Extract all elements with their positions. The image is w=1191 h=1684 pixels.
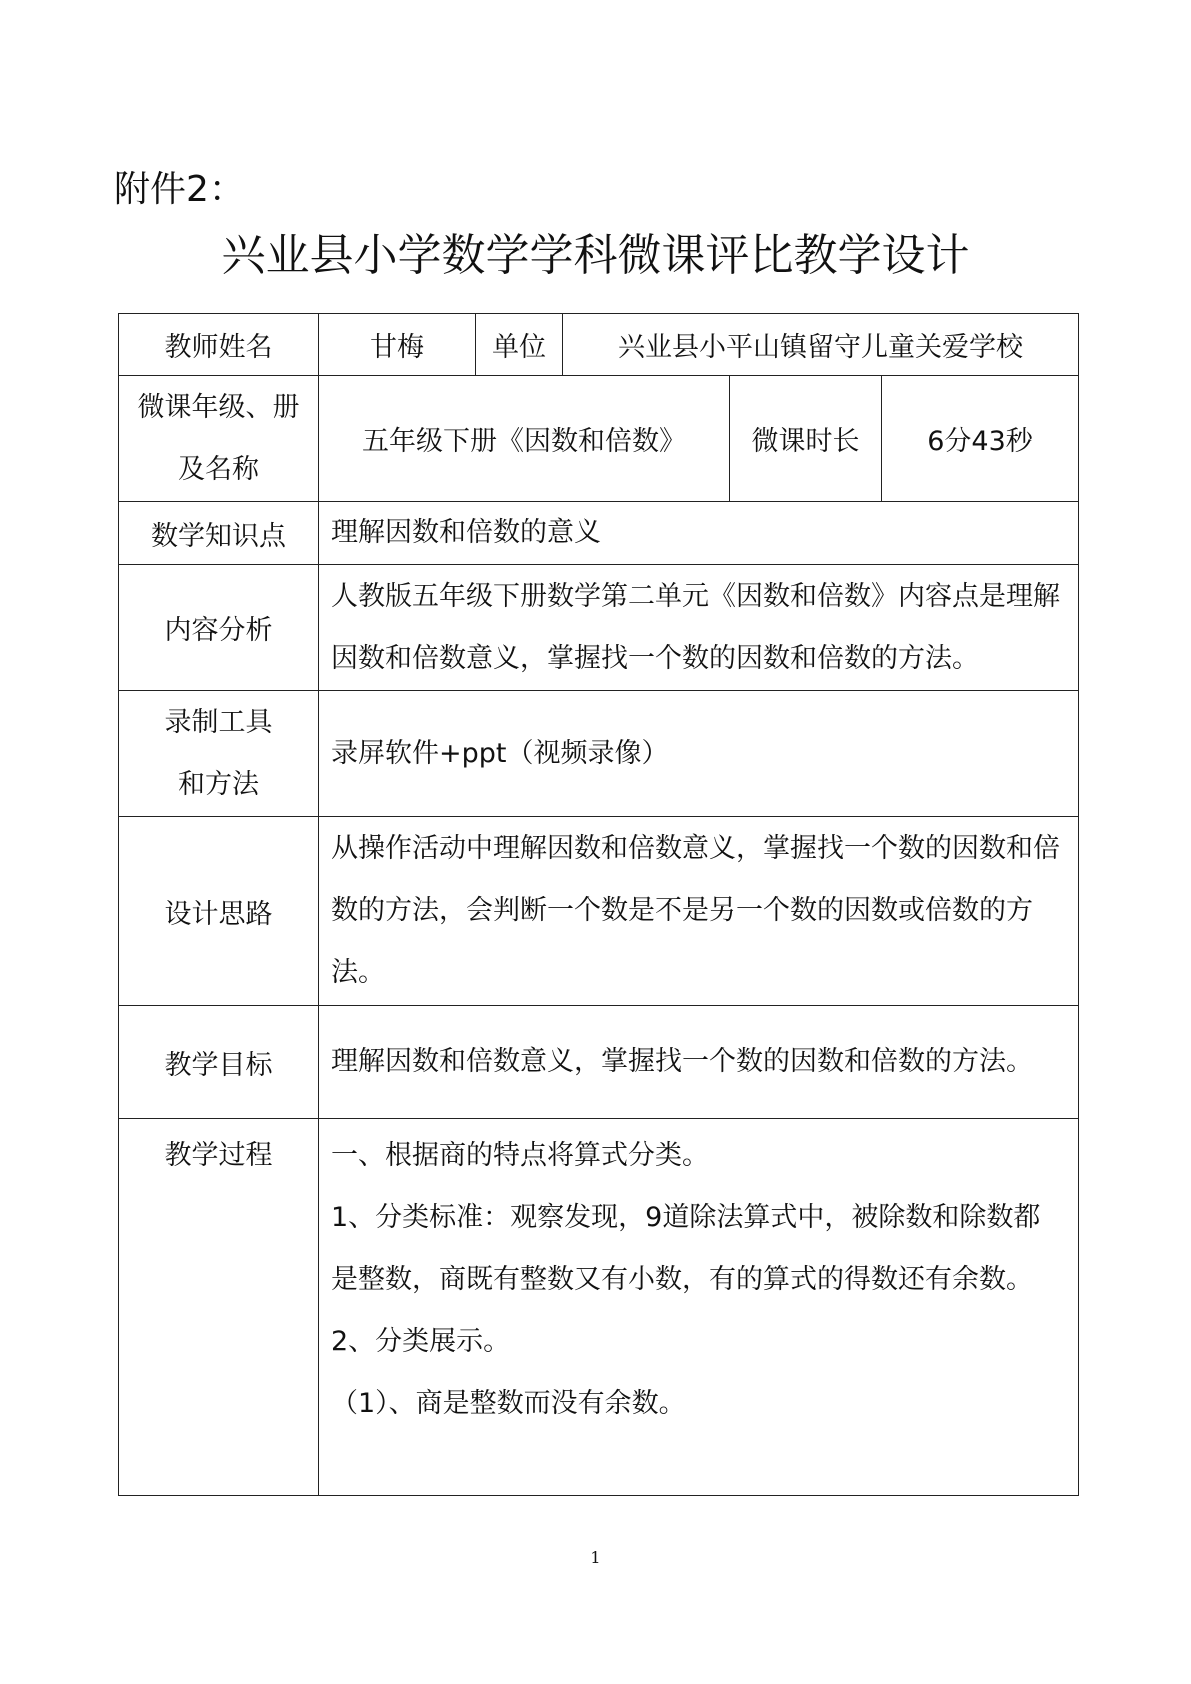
content-analysis-label: 内容分析 [119, 565, 319, 691]
process-line: 2、分类展示。 [331, 1326, 511, 1357]
table-row [119, 376, 1079, 502]
process-line: （1）、商是整数而没有余数。 [331, 1388, 686, 1419]
recording-tools-label-line2: 和方法 [178, 768, 259, 800]
table-row [119, 565, 1079, 691]
knowledge-point-label: 数学知识点 [119, 502, 319, 565]
table-row [119, 691, 1079, 817]
page-number: 1 [590, 1548, 601, 1567]
teacher-name-label: 教师姓名 [119, 314, 319, 376]
attachment-label: 附件2： [114, 169, 245, 210]
duration-label: 微课时长 [730, 376, 882, 502]
duration-value: 6分43秒 [882, 376, 1079, 502]
grade-volume-label [119, 376, 319, 502]
content-analysis-value: 人教版五年级下册数学第二单元《因数和倍数》内容点是理解因数和倍数意义，掌握找一个数的因数和倍数的方法。 [319, 565, 1079, 691]
unit-value: 兴业县小平山镇留守儿童关爱学校 [563, 314, 1079, 376]
lesson-design-table [118, 313, 1079, 1496]
grade-volume-label-line1: 微课年级、册 [137, 391, 300, 423]
table-row [119, 1119, 1079, 1496]
knowledge-point-value: 理解因数和倍数的意义 [319, 502, 1079, 565]
table-row [119, 817, 1079, 1006]
teaching-goal-value: 理解因数和倍数意义，掌握找一个数的因数和倍数的方法。 [319, 1006, 1079, 1119]
teaching-process-value [319, 1119, 1079, 1496]
recording-tools-label [119, 691, 319, 817]
design-idea-label: 设计思路 [119, 817, 319, 1006]
table-row [119, 314, 1079, 376]
document-title: 兴业县小学数学学科微课评比教学设计 [221, 230, 970, 281]
process-line: 一、根据商的特点将算式分类。 [331, 1140, 709, 1171]
unit-label: 单位 [476, 314, 563, 376]
recording-tools-label-line1: 录制工具 [164, 706, 273, 738]
teaching-process-label: 教学过程 [119, 1119, 319, 1496]
process-line: 1、分类标准：观察发现，9道除法算式中，被除数和除数都是整数，商既有整数又有小数，有的算式的得数还有余数。 [331, 1202, 1041, 1295]
grade-volume-value: 五年级下册《因数和倍数》 [319, 376, 730, 502]
grade-volume-label-line2: 及名称 [178, 453, 259, 485]
table-row [119, 1006, 1079, 1119]
teaching-goal-label: 教学目标 [119, 1006, 319, 1119]
recording-tools-value: 录屏软件+ppt（视频录像） [319, 691, 1079, 817]
table-row [119, 502, 1079, 565]
design-idea-value: 从操作活动中理解因数和倍数意义，掌握找一个数的因数和倍数的方法，会判断一个数是不是另一个数的因数或倍数的方法。 [319, 817, 1079, 1006]
teacher-name-value: 甘梅 [319, 314, 476, 376]
